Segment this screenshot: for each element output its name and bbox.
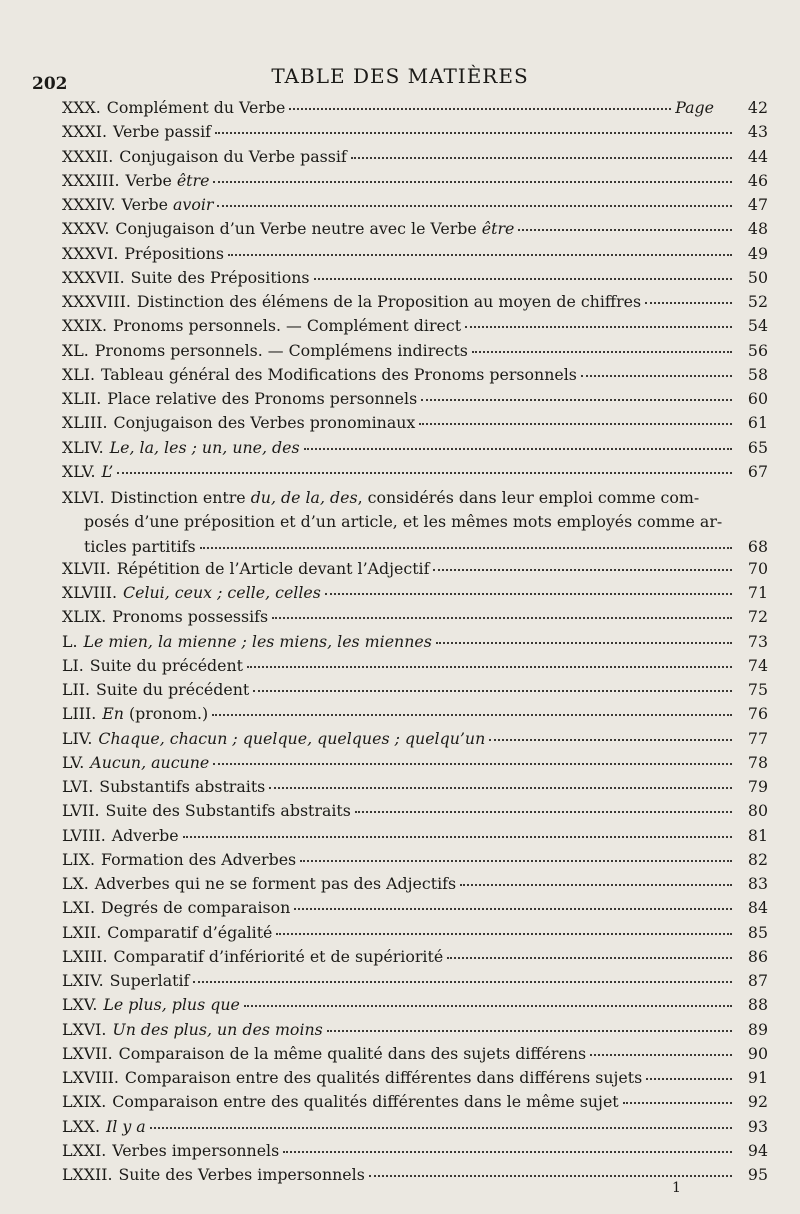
entry-page: 92 xyxy=(747,1092,768,1112)
toc-entry[interactable] xyxy=(62,268,768,292)
leader-dots xyxy=(351,157,732,159)
entry-title-part: Verbe xyxy=(125,170,177,190)
entry-title: Distinction des élémens de la Proposition au moyen de chiffres xyxy=(136,292,642,311)
entry-page: 85 xyxy=(747,922,768,942)
entry-title: Suite du précédent xyxy=(89,655,244,675)
running-head: TABLE DES MATIÈRES xyxy=(271,64,529,88)
entry-page: 86 xyxy=(747,946,768,966)
toc-entry[interactable] xyxy=(62,1141,768,1165)
entry-title: Suite du précédent xyxy=(96,680,250,699)
entry-title xyxy=(98,729,485,748)
entry-page: 52 xyxy=(747,292,768,311)
entry-number: L. xyxy=(62,631,78,651)
entry-page: 90 xyxy=(747,1043,768,1063)
entry-title: Suite des Substantifs abstraits xyxy=(105,801,351,821)
entry-number: LXI. xyxy=(62,898,95,918)
entry-title: Superlatif xyxy=(109,971,190,990)
entry-title xyxy=(103,995,239,1014)
toc-entry[interactable] xyxy=(62,462,768,486)
entry-page: 48 xyxy=(747,219,768,239)
entry-number: XXXVI. xyxy=(62,243,119,263)
toc-entry[interactable] xyxy=(62,413,768,437)
leader-dots xyxy=(325,593,732,595)
entry-number: XXXIV. xyxy=(62,195,116,214)
entry-page: 88 xyxy=(747,995,768,1015)
entry-page: 95 xyxy=(747,1165,768,1184)
toc-entry[interactable] xyxy=(62,559,768,583)
entry-page: 44 xyxy=(747,146,768,166)
entry-number: LXVII. xyxy=(62,1043,113,1063)
entry-title-part: être xyxy=(176,170,210,190)
entry-title xyxy=(90,753,209,772)
entry-page: 80 xyxy=(747,801,768,821)
leader-dots xyxy=(193,981,732,983)
entry-title: Pronoms personnels. — Complémens indirects xyxy=(94,340,468,360)
entry-number: XL. xyxy=(62,340,89,360)
entry-number: LVI. xyxy=(62,777,94,796)
entry-title-part: Il y a xyxy=(106,1116,146,1136)
entry-number: XLVI. xyxy=(62,488,105,507)
entry-page: 68 xyxy=(747,536,768,556)
toc-entry-multiline[interactable] xyxy=(62,486,768,559)
entry-title-part: Verbe xyxy=(121,195,173,214)
entry-number: LIII. xyxy=(62,704,97,724)
toc-entry[interactable] xyxy=(62,195,768,219)
toc-entry[interactable] xyxy=(62,171,768,195)
entry-page: 54 xyxy=(747,316,768,336)
leader-dots xyxy=(623,1102,732,1104)
leader-dots xyxy=(215,132,732,134)
entry-number: XLV. xyxy=(62,461,96,481)
leader-dots xyxy=(150,1127,732,1129)
entry-number: XXXV. xyxy=(62,219,110,239)
leader-dots xyxy=(590,1054,732,1056)
entry-number: XLVIII. xyxy=(62,583,118,602)
entry-page: 42 xyxy=(747,98,768,117)
entry-page: 79 xyxy=(747,777,768,796)
entry-page: 67 xyxy=(747,461,768,481)
leader-dots xyxy=(355,811,732,813)
entry-title xyxy=(123,583,321,602)
entry-number: LXIII. xyxy=(62,946,108,966)
entry-page: 58 xyxy=(747,364,768,384)
entry-title-part: Aucun, aucune xyxy=(90,752,210,772)
toc-entry[interactable] xyxy=(62,1117,768,1141)
entry-title: Comparatif d’égalité xyxy=(107,922,273,942)
entry-title xyxy=(125,171,209,190)
entry-number: XXXVII. xyxy=(62,267,125,287)
entry-line xyxy=(62,486,768,510)
entry-number: XLIX. xyxy=(62,607,107,627)
leader-dots xyxy=(518,229,732,231)
entry-title: Suite des Verbes impersonnels xyxy=(118,1165,365,1184)
entry-number: LXX. xyxy=(62,1116,101,1136)
entry-title: Comparaison de la même qualité dans des sujets différens xyxy=(118,1043,587,1063)
toc-entry[interactable] xyxy=(62,316,768,340)
leader-dots xyxy=(327,1030,732,1032)
toc-entry[interactable] xyxy=(62,1092,768,1116)
entry-number: LXIV. xyxy=(62,971,104,990)
entry-title: Verbe passif xyxy=(113,122,211,142)
entry-page: 43 xyxy=(747,122,768,142)
toc-entry[interactable] xyxy=(62,656,768,680)
entry-page: 72 xyxy=(747,607,768,627)
toc-entry[interactable] xyxy=(62,219,768,243)
toc-entry[interactable] xyxy=(62,438,768,462)
entry-page: 84 xyxy=(747,898,768,918)
entry-title: Pronoms personnels. — Complément direct xyxy=(113,316,462,336)
entry-title: Adverbes qui ne se forment pas des Adjectifs xyxy=(94,874,457,893)
entry-number: XXIX. xyxy=(62,316,107,336)
entry-number: XXXVIII. xyxy=(62,292,131,311)
entry-page: 65 xyxy=(747,437,768,457)
toc-entry[interactable] xyxy=(62,1020,768,1044)
entry-page: 94 xyxy=(747,1140,768,1160)
entry-number: XLVII. xyxy=(62,558,111,578)
entry-title: Comparaison entre des qualités différentes dans le même sujet xyxy=(112,1092,619,1112)
leader-dots xyxy=(200,547,732,549)
entry-page: 87 xyxy=(747,971,768,990)
entry-title xyxy=(112,1020,322,1039)
leader-dots xyxy=(465,326,732,328)
toc-entry[interactable] xyxy=(62,341,768,365)
leader-dots xyxy=(645,302,732,304)
toc-entry[interactable] xyxy=(62,753,768,777)
entry-title-part: Celui, ceux ; celle, celles xyxy=(123,583,321,602)
entry-title: Comparatif d’infériorité et de supériorité xyxy=(113,946,444,966)
entry-page: 70 xyxy=(747,558,768,578)
leader-dots xyxy=(276,933,732,935)
toc-entry[interactable] xyxy=(62,147,768,171)
leader-dots xyxy=(244,1005,732,1007)
entry-title-part: Le mien, la mienne ; les miens, les miennes xyxy=(83,631,432,651)
entry-title xyxy=(110,438,300,457)
entry-title xyxy=(111,486,700,510)
leader-dots xyxy=(289,108,671,110)
entry-number: XLII. xyxy=(62,389,102,408)
toc-entry[interactable] xyxy=(62,1044,768,1068)
leader-dots xyxy=(472,351,732,353)
entry-page: 61 xyxy=(747,413,768,433)
entry-number: LX. xyxy=(62,874,89,893)
toc-entry[interactable] xyxy=(62,607,768,631)
leader-dots xyxy=(300,860,732,862)
entry-number: XXXII. xyxy=(62,146,114,166)
entry-page: 74 xyxy=(747,655,768,675)
entry-title-part: du, de la, des xyxy=(250,488,358,507)
entry-number: XLIII. xyxy=(62,413,108,433)
toc-entry[interactable] xyxy=(62,874,768,898)
toc-entry[interactable] xyxy=(62,704,768,728)
entry-page: 49 xyxy=(747,243,768,263)
entry-number: XLIV. xyxy=(62,437,104,457)
entry-page: 73 xyxy=(747,631,768,651)
entry-title xyxy=(122,195,214,214)
leader-dots xyxy=(433,569,732,571)
toc-entry[interactable] xyxy=(62,923,768,947)
entry-number: LXXII. xyxy=(62,1165,113,1184)
entry-title-part: Chaque, chacun ; quelque, quelques ; quelqu’un xyxy=(98,728,486,748)
toc-entry[interactable] xyxy=(62,801,768,825)
leader-dots xyxy=(314,278,732,280)
leader-dots xyxy=(283,1151,732,1153)
toc-entry[interactable] xyxy=(62,680,768,704)
toc-entry[interactable] xyxy=(62,389,768,413)
entry-title: Degrés de comparaison xyxy=(101,898,291,918)
leader-dots xyxy=(213,763,732,765)
toc-entry[interactable] xyxy=(62,98,768,122)
entry-page: 71 xyxy=(747,583,768,602)
leader-dots xyxy=(247,666,732,668)
leader-dots xyxy=(213,181,732,183)
entry-number: XXXI. xyxy=(62,122,107,142)
toc-entry[interactable] xyxy=(62,244,768,268)
leader-dots xyxy=(294,908,732,910)
leader-dots xyxy=(436,642,732,644)
entry-title: Tableau général des Modifications des Pronoms personnels xyxy=(101,364,577,384)
entry-page: 93 xyxy=(747,1116,768,1136)
entry-page: 46 xyxy=(747,170,768,190)
toc-entry[interactable] xyxy=(62,1068,768,1092)
toc-entry[interactable] xyxy=(62,898,768,922)
leader-dots xyxy=(369,1175,732,1177)
leader-dots xyxy=(421,399,732,401)
entry-title: ticles partitifs xyxy=(84,536,196,556)
entry-page: 50 xyxy=(747,267,768,287)
entry-title xyxy=(102,704,208,723)
entry-line xyxy=(62,535,768,559)
entry-title: Prépositions xyxy=(124,243,224,263)
entry-number: LI. xyxy=(62,655,84,675)
entry-number: LVII. xyxy=(62,801,100,821)
entry-title-part: (pronom.) xyxy=(123,704,209,724)
toc-entry[interactable] xyxy=(62,777,768,801)
toc-entry[interactable] xyxy=(62,632,768,656)
entry-number: LV. xyxy=(62,752,85,772)
entry-number: LVIII. xyxy=(62,825,106,845)
toc-entry[interactable] xyxy=(62,1165,768,1189)
entry-title-part: être xyxy=(481,219,515,239)
entry-number: LXV. xyxy=(62,995,98,1015)
entry-number: XLI. xyxy=(62,364,95,384)
entry-title: Verbes impersonnels xyxy=(112,1140,280,1160)
entry-page: 77 xyxy=(747,728,768,748)
entry-number: LII. xyxy=(62,680,90,699)
entry-page: 82 xyxy=(747,849,768,869)
entry-page: 89 xyxy=(747,1019,768,1039)
entry-title-part: Un des plus, un des moins xyxy=(112,1019,323,1039)
entry-title-part: L’ xyxy=(101,461,114,481)
entry-number: LXVI. xyxy=(62,1019,107,1039)
entry-number: LIX. xyxy=(62,849,95,869)
entry-number: LXII. xyxy=(62,922,102,942)
entry-title xyxy=(84,632,432,651)
entry-title: Substantifs abstraits xyxy=(99,777,266,796)
entry-title xyxy=(115,219,514,238)
entry-number: XXXIII. xyxy=(62,170,120,190)
entry-page: 60 xyxy=(747,389,768,408)
footer-mark: 1 xyxy=(672,1180,681,1196)
toc-entry[interactable] xyxy=(62,826,768,850)
entry-number: XXX. xyxy=(62,98,101,117)
entry-title-part: Conjugaison d’un Verbe neutre avec le Verbe xyxy=(115,219,482,239)
entry-title: Pronoms possessifs xyxy=(112,607,269,627)
entry-title: Conjugaison du Verbe passif xyxy=(119,146,347,166)
leader-dots xyxy=(253,690,732,692)
leader-dots xyxy=(646,1078,732,1080)
entry-title-part: Le, la, les ; un, une, des xyxy=(109,437,300,457)
entry-title: Place relative des Pronoms personnels xyxy=(107,389,418,408)
leader-dots xyxy=(183,836,732,838)
entry-title-part: Le plus, plus que xyxy=(103,995,240,1015)
entry-page: 56 xyxy=(747,340,768,360)
entry-page: 47 xyxy=(747,195,768,214)
entry-title-part: avoir xyxy=(173,195,214,214)
leader-dots xyxy=(272,617,732,619)
entry-title-part: En xyxy=(102,704,124,724)
entry-page: 81 xyxy=(747,825,768,845)
entry-title: Complément du Verbe xyxy=(106,98,286,117)
entry-page: 78 xyxy=(747,752,768,772)
toc-entry[interactable] xyxy=(62,729,768,753)
entry-title: Adverbe xyxy=(111,825,179,845)
entry-title: Comparaison entre des qualités différentes dans différens sujets xyxy=(124,1068,643,1087)
leader-dots xyxy=(228,254,732,256)
leader-dots xyxy=(460,884,732,886)
entry-title-part: Distinction entre xyxy=(110,488,251,507)
entry-title: Suite des Prépositions xyxy=(130,267,310,287)
leader-dots xyxy=(447,957,732,959)
entry-title: Répétition de l’Article devant l’Adjectif xyxy=(116,558,430,578)
entry-number: LIV. xyxy=(62,728,93,748)
entry-page: 83 xyxy=(747,874,768,893)
toc-entry[interactable] xyxy=(62,947,768,971)
entry-number: LXXI. xyxy=(62,1140,107,1160)
entry-page: 91 xyxy=(747,1068,768,1087)
leader-dots xyxy=(304,448,732,450)
page-number: 202 xyxy=(32,74,68,94)
toc-entry[interactable] xyxy=(62,122,768,146)
toc-entry[interactable] xyxy=(62,850,768,874)
entry-number: LXIX. xyxy=(62,1092,107,1112)
toc-entry[interactable] xyxy=(62,995,768,1019)
leader-dots xyxy=(117,472,732,474)
toc-entry[interactable] xyxy=(62,292,768,316)
toc-entry[interactable] xyxy=(62,365,768,389)
toc-entry[interactable] xyxy=(62,971,768,995)
entry-title xyxy=(106,1117,146,1136)
leader-dots xyxy=(217,205,732,207)
table-of-contents xyxy=(62,98,768,1189)
entry-number: LXVIII. xyxy=(62,1068,119,1087)
page-label: Page xyxy=(675,98,714,117)
entry-title: Formation des Adverbes xyxy=(101,849,297,869)
leader-dots xyxy=(212,714,732,716)
entry-title xyxy=(102,462,114,481)
entry-page: 75 xyxy=(747,680,768,699)
leader-dots xyxy=(489,739,732,741)
leader-dots xyxy=(419,423,732,425)
toc-entry[interactable] xyxy=(62,583,768,607)
entry-line: posés d’une préposition et d’un article, et les mêmes mots employés comme ar- xyxy=(84,512,723,532)
entry-title: Conjugaison des Verbes pronominaux xyxy=(113,413,416,433)
entry-title-part: , considérés dans leur emploi comme com- xyxy=(357,488,700,507)
leader-dots xyxy=(269,787,732,789)
leader-dots xyxy=(581,375,732,377)
entry-page: 76 xyxy=(747,704,768,724)
